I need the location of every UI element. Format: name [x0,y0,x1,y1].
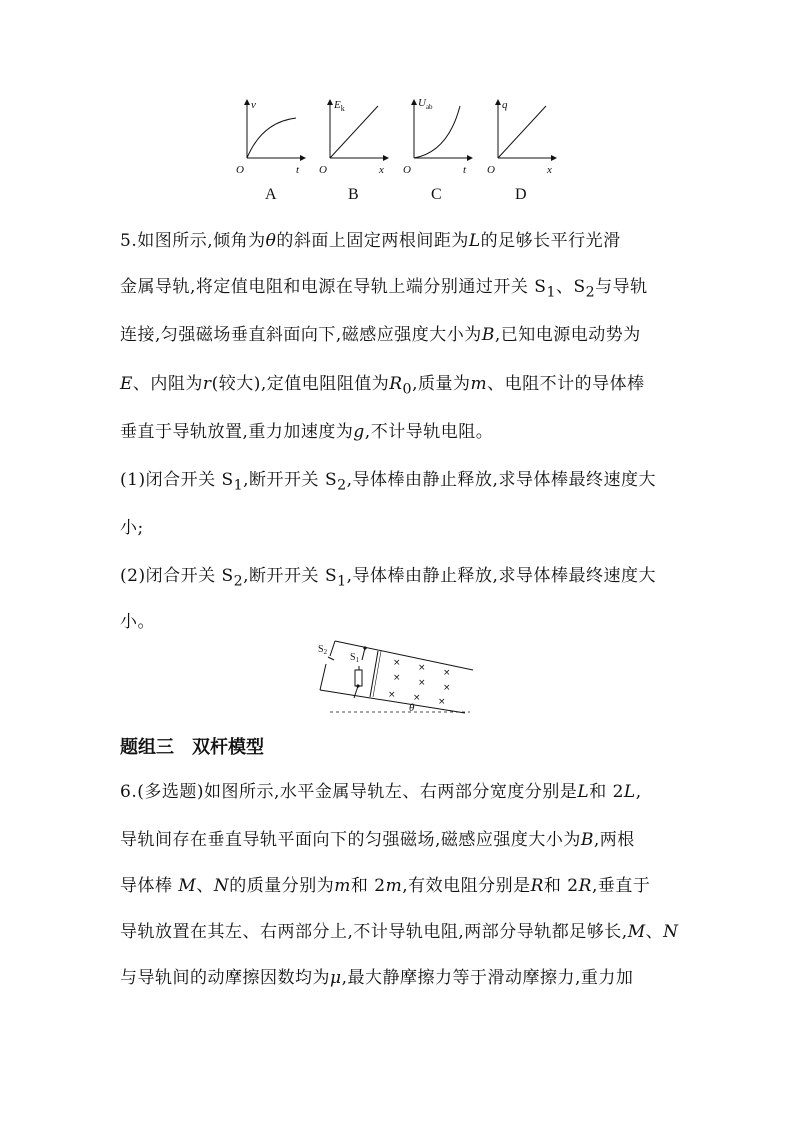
graph-d-x-label: x [547,164,552,176]
graph-c-x-label: t [463,164,467,176]
svg-text:×: × [418,678,426,688]
q6-line-3: 导体棒 M、N的质量分别为m和 2m,有效电阻分别是R和 2R,垂直于 [120,876,651,896]
q5-line-4: E、内阻为r(较大),定值电阻阻值为$R_0$,质量为m、电阻不计的导体棒 [120,374,645,398]
graph-b-origin: O [319,164,327,176]
resistor [355,670,362,686]
graph-figures [0,0,794,215]
q5-line-2: 金属导轨,将定值电阻和电源在导轨上端分别通过开关 $S_1$、$S_2$与导轨 [120,277,648,301]
graph-b-option-label: B [348,186,359,203]
q5-part-1: (1)闭合开关 $S_1$,断开开关 $S_2$,导体棒由静止释放,求导体棒最终速度大 [120,470,656,494]
svg-text:×: × [443,668,451,678]
svg-text:×: × [443,683,451,693]
svg-text:S1: $S_1$ [350,652,360,664]
graph-c-y-sub: ab [425,103,433,111]
graph-d-option-label: D [515,186,527,203]
q5-line-5: 垂直于导轨放置,重力加速度为g,不计导轨电阻。 [120,422,494,442]
graph-c-y-label: U [418,97,426,109]
svg-text:×: × [388,690,396,700]
svg-text:×: × [413,693,421,703]
magnetic-field-marks [388,658,451,707]
switch-s1-label: S [350,652,356,663]
q5-part-2-cont: 小。 [120,612,155,632]
switch-s2-label: S [318,644,324,655]
curve-a [247,118,296,158]
graph-b-y-sub: k [340,104,345,113]
graph-a-origin: O [236,164,244,176]
q6-line-2: 导轨间存在垂直导轨平面向下的匀强磁场,磁感应强度大小为B,两根 [120,830,635,850]
svg-text:Uab [418,97,433,111]
q5-line-3: 连接,匀强磁场垂直斜面向下,磁感应强度大小为B,已知电源电动势为 [120,325,641,345]
graph-a-option-label: A [265,186,277,203]
svg-text:×: × [393,658,401,668]
q6-line-1: 6.(多选题)如图所示,水平金属导轨左、右两部分宽度分别是L和 2L, [120,782,642,802]
q6-line-4: 导轨放置在其左、右两部分上,不计导轨电阻,两部分导轨都足够长,M、N [120,922,679,942]
line-d [498,106,546,158]
q5-part-1-cont: 小; [120,518,144,538]
section-heading: 题组三 双杆模型 [120,737,264,758]
line-b [330,106,378,158]
incline-angle-label: θ [409,702,415,714]
graph-c-option-label: C [431,186,442,203]
graph-d-y-label: q [502,99,508,111]
incline-circuit-diagram [0,630,794,720]
graph-a-y-label: v [251,99,256,111]
svg-text:Ek [333,99,345,113]
q6-line-5: 与导轨间的动摩擦因数均为μ,最大静摩擦力等于滑动摩擦力,重力加 [120,968,634,988]
svg-text:×: × [438,697,446,707]
svg-text:S2: $S_2$ [318,644,328,656]
q5-line-1: 5.如图所示,倾角为θ的斜面上固定两根间距为L的足够长平行光滑 [120,231,621,251]
graph-c-origin: O [403,164,411,176]
q5-part-2: (2)闭合开关 $S_2$,断开开关 $S_1$,导体棒由静止释放,求导体棒最终速度大 [120,566,656,590]
graph-d-origin: O [487,164,495,176]
svg-text:×: × [418,663,426,673]
curve-c [414,106,460,158]
svg-text:×: × [393,673,401,683]
graph-a-x-label: t [296,164,300,176]
graph-b-x-label: x [379,164,384,176]
graph-b-y-label: E [334,99,341,111]
